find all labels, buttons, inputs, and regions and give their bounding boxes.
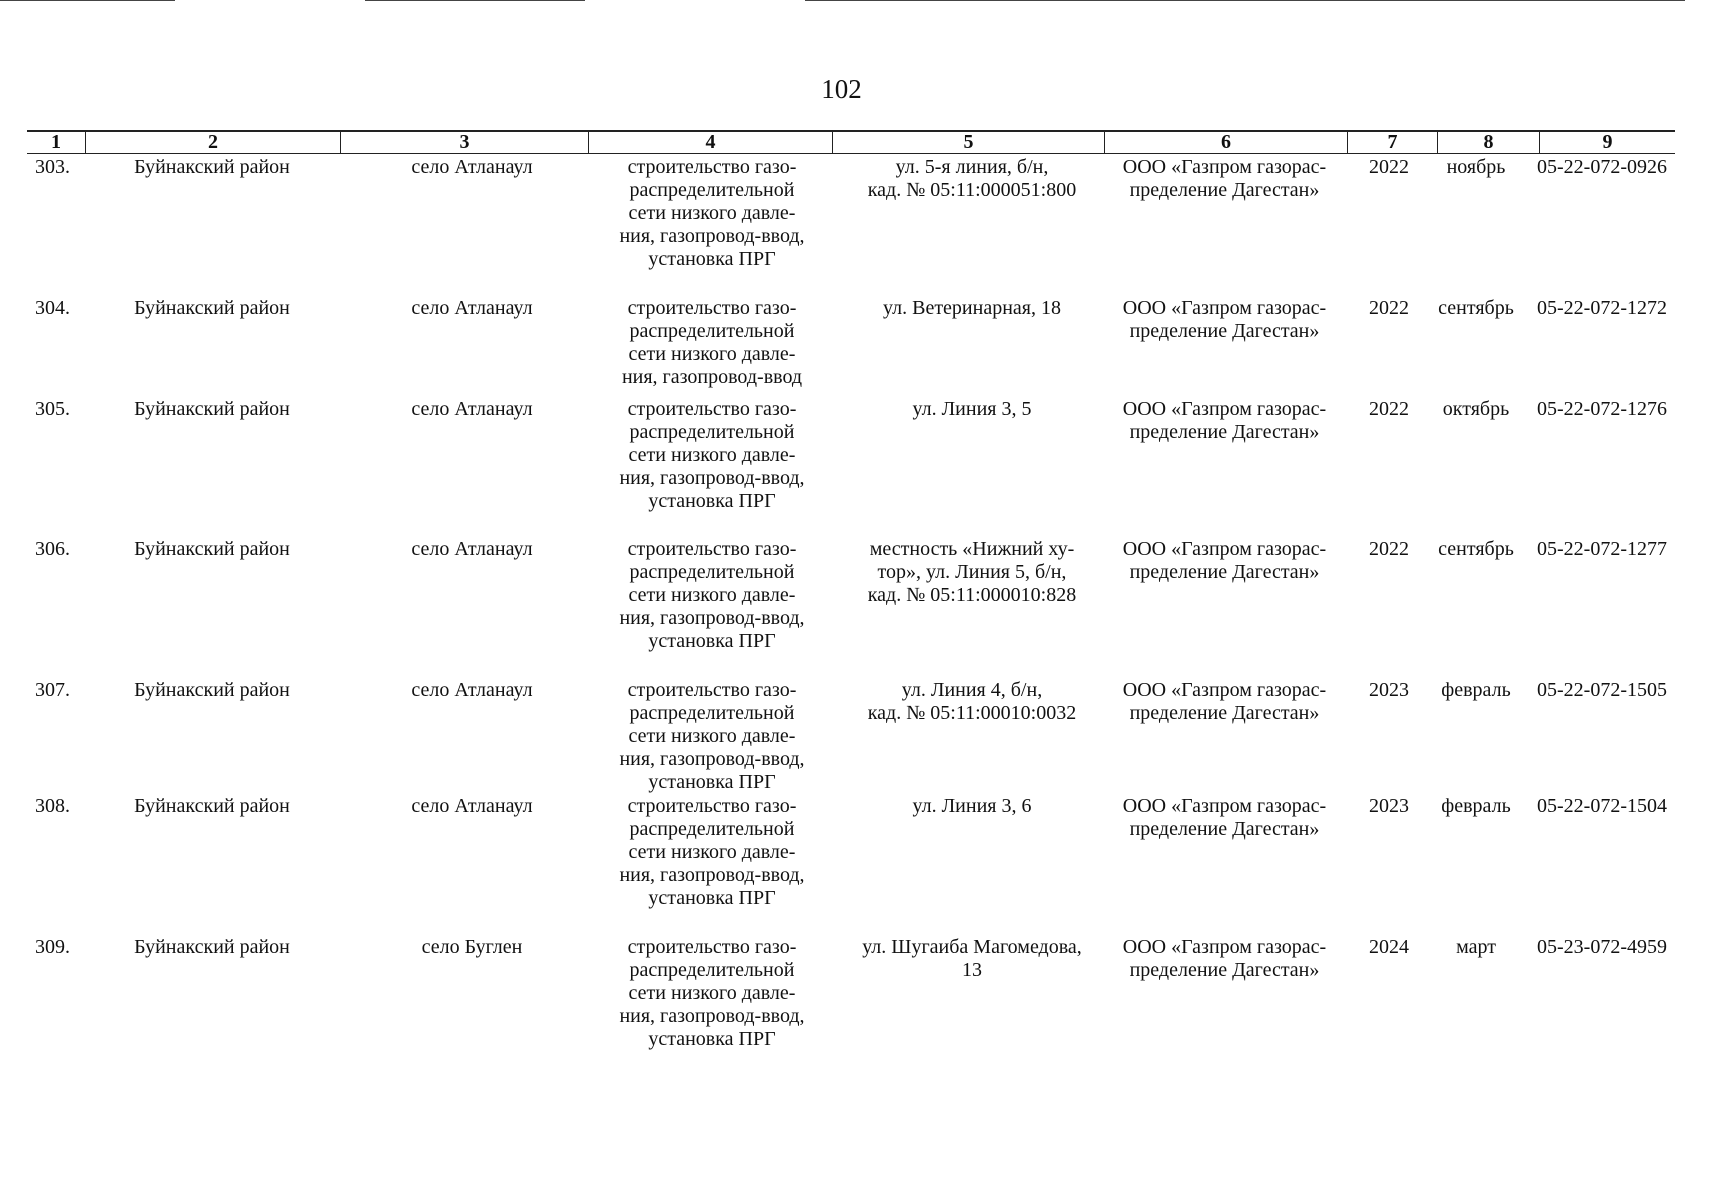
- work-description: строительство газо- распределительной сети низкого давле- ния, газопровод-ввод, установка ПРГ: [619, 679, 805, 793]
- column-header-9: 9: [1539, 132, 1675, 153]
- code: 05-23-072-4959: [1537, 936, 1667, 958]
- work-description: строительство газо- распределительной сети низкого давле- ния, газопровод-ввод, установка ПРГ: [619, 156, 805, 270]
- district: Буйнакский район: [134, 679, 290, 701]
- column-header-3: 3: [340, 132, 588, 153]
- column-header-2: 2: [85, 132, 340, 153]
- scan-edge-line: [0, 0, 175, 1]
- work-description: строительство газо- распределительной сети низкого давле- ния, газопровод-ввод, установка ПРГ: [619, 795, 805, 909]
- address: ул. Линия 4, б/н, кад. № 05:11:00010:0032: [867, 679, 1077, 724]
- organization: ООО «Газпром газорас- пределение Дагестан»: [1122, 297, 1327, 342]
- settlement: село Атланаул: [411, 398, 533, 420]
- month: сентябрь: [1438, 297, 1514, 319]
- district: Буйнакский район: [134, 936, 290, 958]
- code: 05-22-072-1277: [1537, 538, 1667, 560]
- year: 2023: [1369, 679, 1409, 701]
- year: 2024: [1369, 936, 1409, 958]
- district: Буйнакский район: [134, 795, 290, 817]
- row-number: 304.: [35, 297, 70, 319]
- month: октябрь: [1442, 398, 1510, 420]
- organization: ООО «Газпром газорас- пределение Дагестан»: [1122, 538, 1327, 583]
- district: Буйнакский район: [134, 538, 290, 560]
- month: март: [1456, 936, 1496, 958]
- settlement: село Атланаул: [411, 538, 533, 560]
- organization: ООО «Газпром газорас- пределение Дагестан»: [1122, 156, 1327, 201]
- work-description: строительство газо- распределительной сети низкого давле- ния, газопровод-ввод, установка ПРГ: [619, 538, 805, 652]
- address: ул. Линия 3, 5: [912, 398, 1032, 420]
- organization: ООО «Газпром газорас- пределение Дагестан»: [1122, 679, 1327, 724]
- month: февраль: [1441, 795, 1511, 817]
- address: местность «Нижний ху- тор», ул. Линия 5, б/н, кад. № 05:11:000010:828: [867, 538, 1077, 606]
- work-description: строительство газо- распределительной сети низкого давле- ния, газопровод-ввод: [621, 297, 803, 388]
- work-description: строительство газо- распределительной сети низкого давле- ния, газопровод-ввод, установка ПРГ: [619, 398, 805, 512]
- organization: ООО «Газпром газорас- пределение Дагестан»: [1122, 795, 1327, 840]
- row-number: 307.: [35, 679, 70, 701]
- row-number: 305.: [35, 398, 70, 420]
- address: ул. Ветеринарная, 18: [883, 297, 1061, 319]
- code: 05-22-072-1505: [1537, 679, 1667, 701]
- code: 05-22-072-1272: [1537, 297, 1667, 319]
- code: 05-22-072-1504: [1537, 795, 1667, 817]
- table-header: [27, 130, 1675, 154]
- column-header-5: 5: [832, 132, 1104, 153]
- settlement: село Атланаул: [411, 795, 533, 817]
- code: 05-22-072-1276: [1537, 398, 1667, 420]
- work-description: строительство газо- распределительной сети низкого давле- ния, газопровод-ввод, установка ПРГ: [619, 936, 805, 1050]
- page-number: 102: [821, 74, 862, 104]
- year: 2022: [1369, 156, 1409, 178]
- year: 2022: [1369, 398, 1409, 420]
- year: 2022: [1369, 538, 1409, 560]
- settlement: село Атланаул: [411, 156, 533, 178]
- column-header-8: 8: [1437, 132, 1539, 153]
- settlement: село Атланаул: [411, 297, 533, 319]
- settlement: село Буглен: [421, 936, 523, 958]
- column-header-7: 7: [1347, 132, 1437, 153]
- year: 2022: [1369, 297, 1409, 319]
- address: ул. Линия 3, 6: [912, 795, 1032, 817]
- row-number: 306.: [35, 538, 70, 560]
- year: 2023: [1369, 795, 1409, 817]
- code: 05-22-072-0926: [1537, 156, 1667, 178]
- address: ул. Шугаиба Магомедова, 13: [862, 936, 1082, 981]
- month: ноябрь: [1446, 156, 1506, 178]
- district: Буйнакский район: [134, 297, 290, 319]
- row-number: 308.: [35, 795, 70, 817]
- month: февраль: [1441, 679, 1511, 701]
- scan-edge-line: [805, 0, 1685, 1]
- month: сентябрь: [1438, 538, 1514, 560]
- scan-edge-line: [365, 0, 585, 1]
- settlement: село Атланаул: [411, 679, 533, 701]
- column-header-6: 6: [1104, 132, 1347, 153]
- address: ул. 5-я линия, б/н, кад. № 05:11:000051:800: [867, 156, 1077, 201]
- column-header-4: 4: [588, 132, 832, 153]
- organization: ООО «Газпром газорас- пределение Дагестан»: [1122, 936, 1327, 981]
- district: Буйнакский район: [134, 156, 290, 178]
- row-number: 303.: [35, 156, 70, 178]
- row-number: 309.: [35, 936, 70, 958]
- column-header-1: 1: [51, 131, 61, 153]
- district: Буйнакский район: [134, 398, 290, 420]
- organization: ООО «Газпром газорас- пределение Дагестан»: [1122, 398, 1327, 443]
